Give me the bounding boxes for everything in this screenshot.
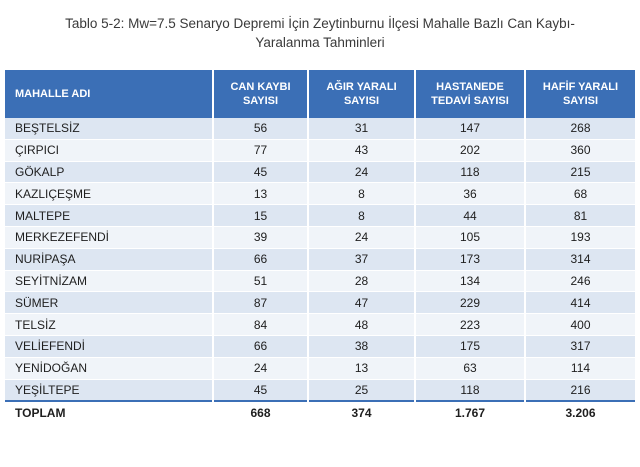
- table-row: [5, 205, 635, 227]
- cell-lightly-injured: 360: [525, 139, 635, 161]
- cell-neighborhood: TELSİZ: [5, 314, 213, 336]
- cell-hospital-treatment: 63: [415, 357, 525, 379]
- cell-lightly-injured: 216: [525, 379, 635, 401]
- table-row: [5, 379, 635, 401]
- table-row: [5, 314, 635, 336]
- total-cell-hospital-treatment: 1.767: [415, 401, 525, 423]
- cell-lightly-injured: 68: [525, 183, 635, 205]
- cell-lightly-injured: 317: [525, 335, 635, 357]
- header-row: [5, 70, 635, 118]
- cell-deaths: 56: [213, 118, 308, 139]
- cell-hospital-treatment: 105: [415, 226, 525, 248]
- cell-neighborhood: MERKEZEFENDİ: [5, 226, 213, 248]
- table-row: [5, 183, 635, 205]
- cell-lightly-injured: 215: [525, 161, 635, 183]
- cell-severely-injured: 24: [308, 226, 415, 248]
- cell-deaths: 45: [213, 161, 308, 183]
- cell-hospital-treatment: 147: [415, 118, 525, 139]
- table-row: [5, 161, 635, 183]
- cell-deaths: 87: [213, 292, 308, 314]
- cell-lightly-injured: 268: [525, 118, 635, 139]
- cell-hospital-treatment: 118: [415, 379, 525, 401]
- cell-severely-injured: 8: [308, 183, 415, 205]
- cell-hospital-treatment: 44: [415, 205, 525, 227]
- cell-neighborhood: VELİEFENDİ: [5, 335, 213, 357]
- cell-hospital-treatment: 229: [415, 292, 525, 314]
- table-row: [5, 226, 635, 248]
- cell-deaths: 45: [213, 379, 308, 401]
- caption-line-2: Yaralanma Tahminleri: [255, 35, 385, 50]
- cell-neighborhood: BEŞTELSİZ: [5, 118, 213, 139]
- total-cell-lightly-injured: 3.206: [525, 401, 635, 423]
- cell-hospital-treatment: 134: [415, 270, 525, 292]
- cell-deaths: 77: [213, 139, 308, 161]
- cell-severely-injured: 24: [308, 161, 415, 183]
- cell-hospital-treatment: 175: [415, 335, 525, 357]
- total-cell-neighborhood: TOPLAM: [5, 401, 213, 423]
- table-row: [5, 292, 635, 314]
- casualty-table: [5, 70, 635, 424]
- cell-severely-injured: 25: [308, 379, 415, 401]
- cell-severely-injured: 28: [308, 270, 415, 292]
- cell-severely-injured: 47: [308, 292, 415, 314]
- table-row: [5, 248, 635, 270]
- table-body: [5, 118, 635, 424]
- cell-deaths: 51: [213, 270, 308, 292]
- cell-deaths: 84: [213, 314, 308, 336]
- cell-neighborhood: YEŞİLTEPE: [5, 379, 213, 401]
- cell-lightly-injured: 193: [525, 226, 635, 248]
- header-lightly-injured: HAFİF YARALI SAYISI: [525, 70, 635, 118]
- cell-hospital-treatment: 202: [415, 139, 525, 161]
- cell-lightly-injured: 246: [525, 270, 635, 292]
- caption-line-1: Tablo 5-2: Mw=7.5 Senaryo Depremi İçin Zeytinburnu İlçesi Mahalle Bazlı Can Kaybı-: [65, 16, 575, 31]
- cell-neighborhood: NURİPAŞA: [5, 248, 213, 270]
- table-row: [5, 270, 635, 292]
- total-cell-severely-injured: 374: [308, 401, 415, 423]
- cell-lightly-injured: 400: [525, 314, 635, 336]
- total-cell-deaths: 668: [213, 401, 308, 423]
- cell-neighborhood: SEYİTNİZAM: [5, 270, 213, 292]
- table-caption: [0, 14, 640, 52]
- cell-neighborhood: ÇIRPICI: [5, 139, 213, 161]
- table-row: [5, 335, 635, 357]
- cell-severely-injured: 13: [308, 357, 415, 379]
- cell-severely-injured: 43: [308, 139, 415, 161]
- header-hospital-treatment: HASTANEDE TEDAVİ SAYISI: [415, 70, 525, 118]
- cell-hospital-treatment: 36: [415, 183, 525, 205]
- table-header: [5, 70, 635, 118]
- cell-deaths: 15: [213, 205, 308, 227]
- table-row: [5, 118, 635, 139]
- cell-lightly-injured: 314: [525, 248, 635, 270]
- cell-severely-injured: 38: [308, 335, 415, 357]
- table-row: [5, 357, 635, 379]
- cell-deaths: 13: [213, 183, 308, 205]
- header-deaths: CAN KAYBI SAYISI: [213, 70, 308, 118]
- cell-neighborhood: MALTEPE: [5, 205, 213, 227]
- cell-hospital-treatment: 118: [415, 161, 525, 183]
- cell-severely-injured: 37: [308, 248, 415, 270]
- cell-deaths: 66: [213, 335, 308, 357]
- cell-deaths: 66: [213, 248, 308, 270]
- cell-deaths: 24: [213, 357, 308, 379]
- table-row: [5, 139, 635, 161]
- header-severely-injured: AĞIR YARALI SAYISI: [308, 70, 415, 118]
- cell-neighborhood: KAZLIÇEŞME: [5, 183, 213, 205]
- cell-severely-injured: 31: [308, 118, 415, 139]
- total-row: [5, 401, 635, 423]
- header-neighborhood: MAHALLE ADI: [5, 70, 213, 118]
- cell-severely-injured: 48: [308, 314, 415, 336]
- cell-severely-injured: 8: [308, 205, 415, 227]
- cell-hospital-treatment: 223: [415, 314, 525, 336]
- cell-lightly-injured: 114: [525, 357, 635, 379]
- cell-lightly-injured: 414: [525, 292, 635, 314]
- cell-neighborhood: GÖKALP: [5, 161, 213, 183]
- cell-hospital-treatment: 173: [415, 248, 525, 270]
- cell-deaths: 39: [213, 226, 308, 248]
- cell-lightly-injured: 81: [525, 205, 635, 227]
- cell-neighborhood: YENİDOĞAN: [5, 357, 213, 379]
- cell-neighborhood: SÜMER: [5, 292, 213, 314]
